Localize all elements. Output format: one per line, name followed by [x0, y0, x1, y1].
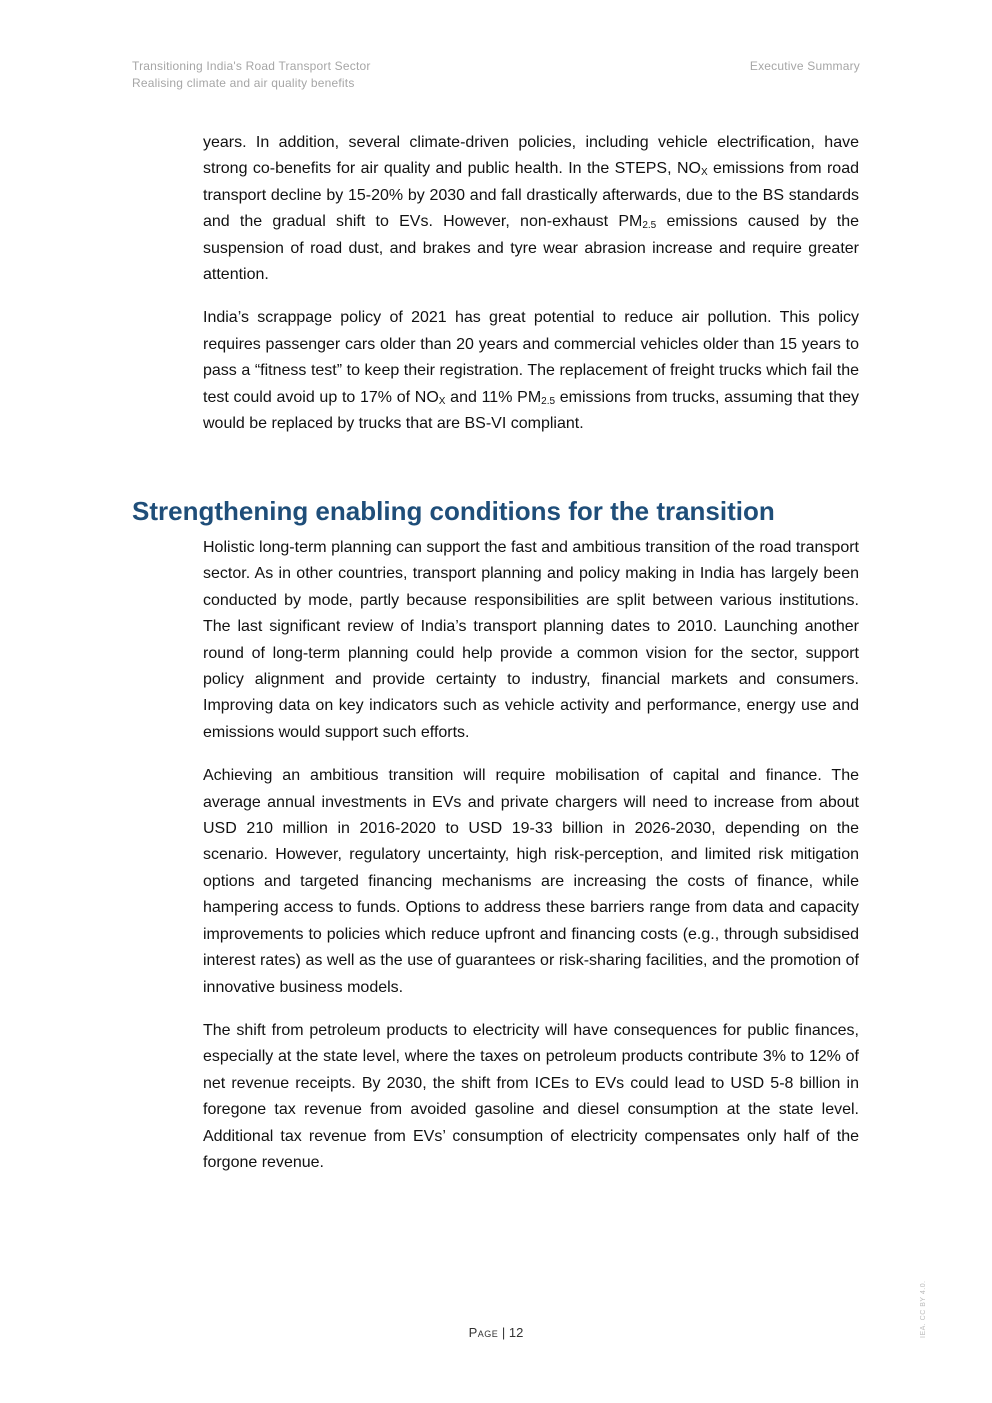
subscript: X — [438, 395, 446, 407]
subscript: 2.5 — [642, 220, 657, 232]
page-separator: | — [498, 1325, 509, 1340]
paragraph-scrappage-policy — [203, 305, 859, 437]
page-number-value: 12 — [508, 1325, 524, 1340]
report-title: Transitioning India's Road Transport Sector — [132, 59, 371, 73]
subscript: 2.5 — [541, 395, 556, 407]
top-text-block — [203, 130, 859, 454]
text-run: and 11% PM — [445, 388, 542, 406]
text-run: emissions from road transport decline by 15-20% by 2030 and fall drastically afterwards, due to the BS standards and the gradual shift to EVs. However, non-exhaust PM — [203, 160, 859, 231]
text-run: emissions from trucks, assuming that they would be replaced by trucks that are BS-VI compliant. — [203, 388, 860, 433]
section-heading: Strengthening enabling conditions for the transition — [132, 496, 775, 526]
page-label: Page — [468, 1325, 499, 1340]
subscript: X — [700, 167, 708, 179]
paragraph-long-term-planning: Holistic long-term planning can support the fast and ambitious transition of the road transport sector. As in other countries, transport planning and policy making in India has largely been conducted by mode, partly because responsibilities are split between various institutions. The last significant review of India’s transport planning dates to 2010. Launching another round of long-term planning could help provide a common vision for the sector, support policy alignment and provide certainty to industry, financial markets and consumers. Improving data on key indicators such as vehicle activity and performance, energy use and emissions would support such efforts. — [203, 539, 859, 741]
text-run: emissions caused by the suspension of road dust, and brakes and tyre wear abrasion increase and require greater attention. — [203, 213, 859, 284]
page-number — [0, 1325, 992, 1340]
text-run: years. In addition, several climate-driven policies, including vehicle electrification, have strong co-benefits for air quality and public health. In the STEPS, NO — [203, 134, 859, 178]
paragraph-finance: Achieving an ambitious transition will require mobilisation of capital and finance. The average annual investments in EVs and private chargers will need to increase from about USD 210 million in 2016-2020 to USD 19-33 billion in 2026-2030, depending on the scenario. However, regulatory uncertainty, high risk-perception, and limited risk mitigation options and targeted financing mechanisms are increasing the costs of finance, while hampering access to funds. Options to address these barriers range from data and capacity improvements to policies which reduce upfront and financing costs (e.g., through subsidised interest rates) as well as the use of guarantees or risk-sharing facilities, and the promotion of innovative business models. — [203, 767, 859, 996]
text-run: India’s scrappage policy of 2021 has great potential to reduce air pollution. This policy requires passenger cars older than 20 years and commercial vehicles older than 15 years to pass a “fitness test” to keep their registration. The replacement of freight trucks which fail the test could avoid up to 17% of NO — [203, 309, 859, 406]
running-header — [132, 58, 371, 92]
section-label: Executive Summary — [749, 59, 860, 73]
paragraph-air-quality — [203, 130, 859, 288]
report-subtitle: Realising climate and air quality benefits — [132, 76, 355, 90]
license-note: IEA. CC BY 4.0. — [920, 1280, 927, 1338]
paragraph-public-finances: The shift from petroleum products to electricity will have consequences for public finances, especially at the state level, where the taxes on petroleum products contribute 3% to 12% of net revenue receipts. By 2030, the shift from ICEs to EVs could lead to USD 5-8 billion in foregone tax revenue from avoided gasoline and diesel consumption at the state level. Additional tax revenue from EVs’ consumption of electricity compensates only half of the forgone revenue. — [203, 1021, 859, 1171]
section-text-block — [203, 535, 859, 1193]
